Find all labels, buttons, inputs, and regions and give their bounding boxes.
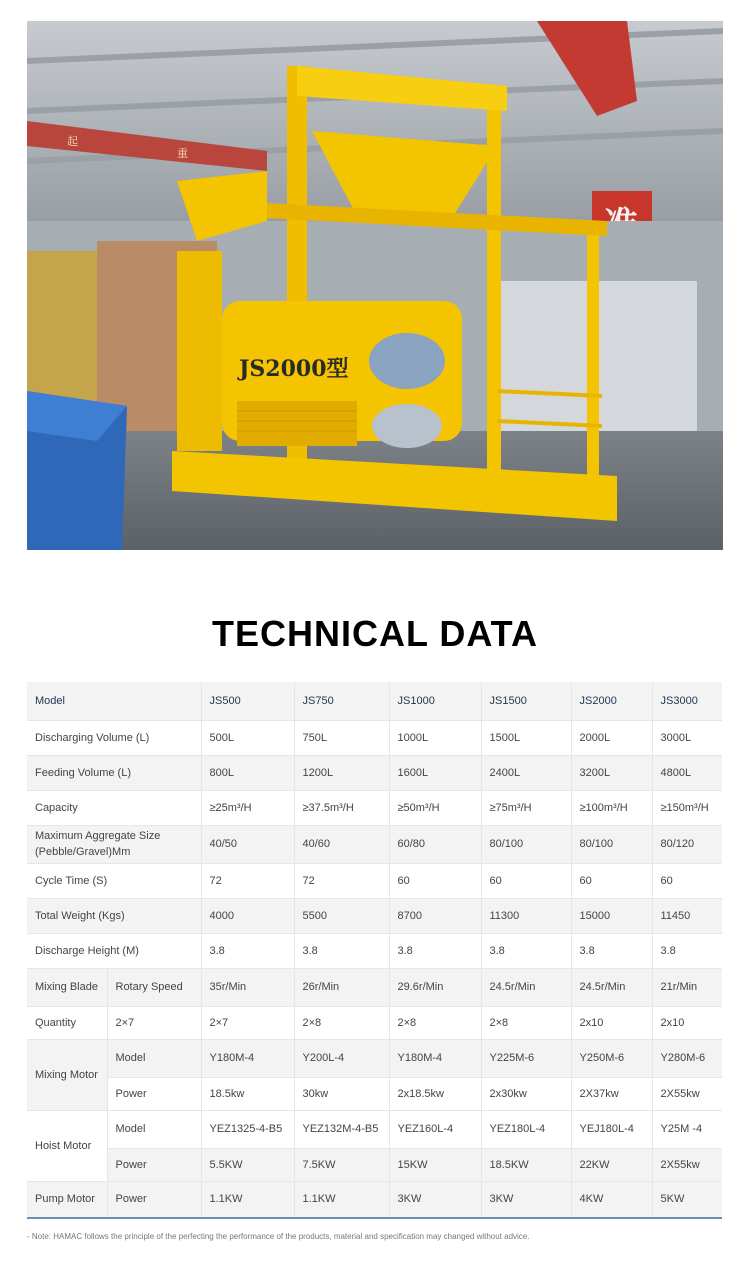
table-cell: 5500 [294,898,389,933]
row-label: Discharging Volume (L) [27,720,201,755]
table-row-pump-motor [27,1181,722,1218]
table-row-hoist-motor-model [27,1110,722,1148]
table-cell: Y200L-4 [294,1039,389,1077]
table-cell: 2×8 [481,1006,571,1039]
table-cell: 1000L [389,720,481,755]
header-cell: JS1000 [389,682,481,720]
table-cell: 29.6r/Min [389,968,481,1006]
banner-char-2: 重 [177,147,188,160]
table-cell: 18.5KW [481,1148,571,1181]
table-cell: 3.8 [389,933,481,968]
table-cell: 24.5r/Min [481,968,571,1006]
table-cell: ≥100m³/H [571,790,652,825]
table-cell: Y280M-6 [652,1039,722,1077]
table-cell: 4000 [201,898,294,933]
table-cell: 3200L [571,755,652,790]
table-row-mixing-blade [27,968,722,1006]
table-row [27,720,722,755]
table-cell: 800L [201,755,294,790]
table-cell: 3.8 [571,933,652,968]
product-photo [27,21,723,550]
header-cell: JS500 [201,682,294,720]
table-cell: 60 [389,863,481,898]
header-cell: JS2000 [571,682,652,720]
row-sublabel: Power [107,1148,201,1181]
table-cell: 22KW [571,1148,652,1181]
table-cell: 3KW [481,1181,571,1218]
table-cell: 2400L [481,755,571,790]
machine-model-label: JS2000型 [239,356,349,382]
table-cell: 2x10 [652,1006,722,1039]
table-cell: 750L [294,720,389,755]
table-cell: 60 [652,863,722,898]
table-cell: 1500L [481,720,571,755]
row-sublabel: 2×7 [107,1006,201,1039]
technical-data-table [27,682,722,1219]
header-cell-model: Model [27,682,201,720]
table-row-mixing-motor-model [27,1039,722,1077]
table-cell: 5.5KW [201,1148,294,1181]
table-cell: Y25M -4 [652,1110,722,1148]
table-row [27,933,722,968]
table-row [27,898,722,933]
table-cell: 72 [294,863,389,898]
table-cell: 500L [201,720,294,755]
table-cell: 18.5kw [201,1077,294,1110]
table-cell: 2×7 [201,1006,294,1039]
table-cell: 2x10 [571,1006,652,1039]
table-cell: 3KW [389,1181,481,1218]
table-cell: 4800L [652,755,722,790]
table-row [27,790,722,825]
table-cell: 11300 [481,898,571,933]
header-cell: JS750 [294,682,389,720]
table-cell: 80/100 [481,825,571,863]
table-cell: 40/60 [294,825,389,863]
table-cell: 60 [571,863,652,898]
table-row-mixing-motor-power [27,1077,722,1110]
row-sublabel: Power [107,1077,201,1110]
table-cell: 35r/Min [201,968,294,1006]
row-sublabel: Model [107,1110,201,1148]
row-label: Total Weight (Kgs) [27,898,201,933]
table-cell: 80/120 [652,825,722,863]
table-cell: ≥37.5m³/H [294,790,389,825]
table-cell: 2×8 [294,1006,389,1039]
table-cell: ≥75m³/H [481,790,571,825]
table-cell: 3.8 [201,933,294,968]
footnote: - Note: HAMAC follows the principle of the perfecting the performance of the products, material and specification may changed without advice. [27,1232,530,1241]
table-cell: 60/80 [389,825,481,863]
table-cell: 26r/Min [294,968,389,1006]
row-sublabel: Rotary Speed [107,968,201,1006]
table-cell: 8700 [389,898,481,933]
header-cell: JS1500 [481,682,571,720]
row-label: Maximum Aggregate Size (Pebble/Gravel)Mm [27,825,201,863]
table-cell: 72 [201,863,294,898]
table-cell: 21r/Min [652,968,722,1006]
table-cell: 2x18.5kw [389,1077,481,1110]
table-cell: 30kw [294,1077,389,1110]
table-cell: 15KW [389,1148,481,1181]
row-label: Discharge Height (M) [27,933,201,968]
table-cell: 2x30kw [481,1077,571,1110]
table-cell: 1.1KW [294,1181,389,1218]
table-header-row [27,682,722,720]
table-cell: ≥50m³/H [389,790,481,825]
table-cell: 24.5r/Min [571,968,652,1006]
table-cell: YEZ180L-4 [481,1110,571,1148]
table-cell: 1.1KW [201,1181,294,1218]
table-row [27,755,722,790]
table-cell: 3.8 [481,933,571,968]
table-cell: ≥25m³/H [201,790,294,825]
table-cell: 80/100 [571,825,652,863]
row-label: Cycle Time (S) [27,863,201,898]
table-row-quantity [27,1006,722,1039]
table-cell: 2X37kw [571,1077,652,1110]
section-heading: TECHNICAL DATA [212,613,538,654]
table-cell: 3.8 [294,933,389,968]
table-cell: 3000L [652,720,722,755]
table-row-hoist-motor-power [27,1148,722,1181]
table-cell: 60 [481,863,571,898]
row-label: Hoist Motor [27,1110,107,1181]
table-cell: Y180M-4 [201,1039,294,1077]
table-cell: YEZ1325-4-B5 [201,1110,294,1148]
table-cell: 15000 [571,898,652,933]
table-cell: 11450 [652,898,722,933]
table-row [27,863,722,898]
table-cell: 4KW [571,1181,652,1218]
table-cell: 7.5KW [294,1148,389,1181]
table-cell: Y250M-6 [571,1039,652,1077]
table-cell: 40/50 [201,825,294,863]
table-cell: YEZ132M-4-B5 [294,1110,389,1148]
table-cell: Y180M-4 [389,1039,481,1077]
row-sublabel: Model [107,1039,201,1077]
row-label: Mixing Blade [27,968,107,1006]
row-label: Quantity [27,1006,107,1039]
table-row [27,825,722,863]
row-sublabel: Power [107,1181,201,1218]
table-cell: ≥150m³/H [652,790,722,825]
header-cell: JS3000 [652,682,722,720]
table-cell: YEJ180L-4 [571,1110,652,1148]
table-cell: YEZ160L-4 [389,1110,481,1148]
row-label: Capacity [27,790,201,825]
row-label: Mixing Motor [27,1039,107,1110]
table-cell: 1600L [389,755,481,790]
table-cell: 2X55kw [652,1148,722,1181]
table-cell: 2X55kw [652,1077,722,1110]
banner-char-1: 起 [67,135,78,148]
table-cell: 2×8 [389,1006,481,1039]
table-cell: 5KW [652,1181,722,1218]
table-cell: 2000L [571,720,652,755]
table-cell: Y225M-6 [481,1039,571,1077]
table-cell: 3.8 [652,933,722,968]
row-label: Pump Motor [27,1181,107,1218]
table-cell: 1200L [294,755,389,790]
row-label: Feeding Volume (L) [27,755,201,790]
